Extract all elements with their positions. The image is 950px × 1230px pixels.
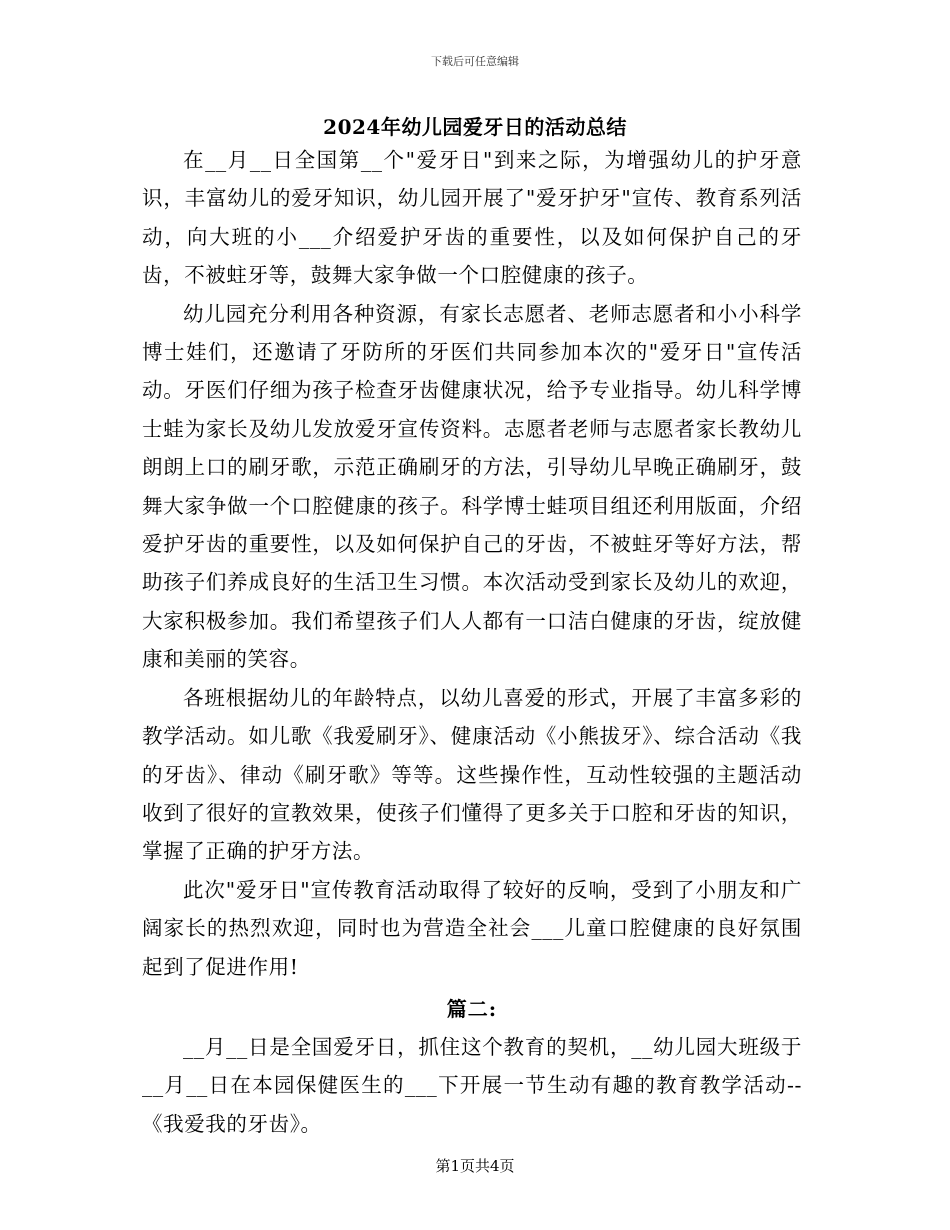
paragraph: 幼儿园充分利用各种资源，有家长志愿者、老师志愿者和小小科学博士娃们，还邀请了牙防所的牙医们共同参加本次的"爱牙日"宣传活动。牙医们仔细为孩子检查牙齿健康状况，给予专业指导。幼儿科学博士蛙为家长及幼儿发放爱牙宣传资料。志愿者老师与志愿者家长教幼儿朗朗上口的刷牙歌，示范正确刷牙的方法，引导幼儿早晚正确刷牙，鼓舞大家争做一个口腔健康的孩子。科学博士蛙项目组还利用版面，介绍爱护牙齿的重要性，以及如何保护自己的牙齿，不被蛀牙等好方法，帮助孩子们养成良好的生活卫生习惯。本次活动受到家长及幼儿的欢迎，大家积极参加。我们希望孩子们人人都有一口洁白健康的牙齿，绽放健康和美丽的笑容。 bbox=[142, 301, 802, 672]
document-body bbox=[142, 141, 802, 1143]
page-number: 第1页共4页 bbox=[435, 1157, 515, 1175]
section-heading: 篇二: bbox=[446, 996, 498, 1021]
paragraph: 在__月__日全国第__个"爱牙日"到来之际，为增强幼儿的护牙意识，丰富幼儿的爱牙知识，幼儿园开展了"爱牙护牙"宣传、教育系列活动，向大班的小___介绍爱护牙齿的重要性，以及如何保护自己的牙齿，不被蛀牙等，鼓舞大家争做一个口腔健康的孩子。 bbox=[142, 148, 802, 288]
document-title: 2024年幼儿园爱牙日的活动总结 bbox=[323, 115, 627, 139]
header-note: 下载后可任意编辑 bbox=[431, 55, 519, 68]
paragraph: 此次"爱牙日"宣传教育活动取得了较好的反响，受到了小朋友和广阔家长的热烈欢迎，同时也为营造全社会___儿童口腔健康的良好氛围起到了促进作用! bbox=[142, 877, 802, 979]
paragraph: __月__日是全国爱牙日，抓住这个教育的契机，__幼儿园大班级于__月__日在本园保健医生的___下开展一节生动有趣的教育教学活动--《我爱我的牙齿》。 bbox=[142, 1034, 802, 1136]
paragraph: 各班根据幼儿的年龄特点，以幼儿喜爱的形式，开展了丰富多彩的教学活动。如儿歌《我爱刷牙》、健康活动《小熊拔牙》、综合活动《我的牙齿》、律动《刷牙歌》等等。这些操作性，互动性较强的主题活动收到了很好的宣教效果，使孩子们懂得了更多关于口腔和牙齿的知识，掌握了正确的护牙方法。 bbox=[142, 685, 802, 864]
